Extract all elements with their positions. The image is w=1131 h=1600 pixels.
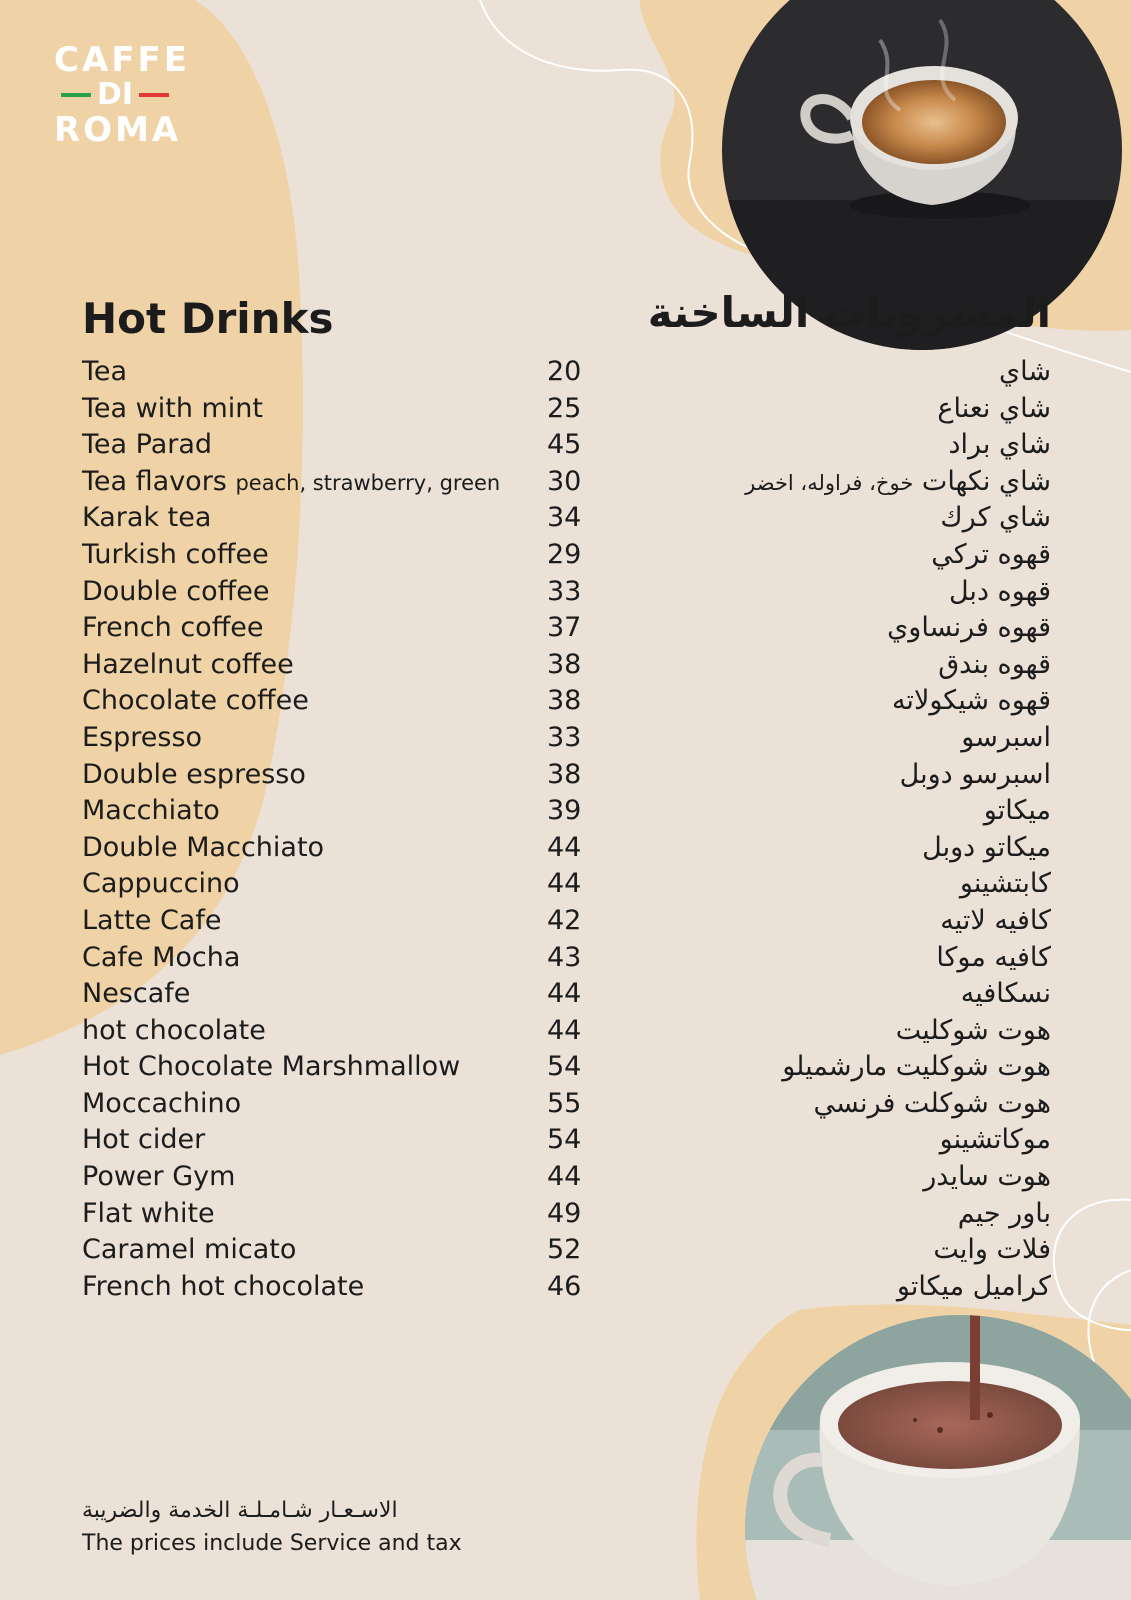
item-name-en — [82, 866, 240, 903]
logo-line-1: CAFFE — [54, 40, 190, 80]
menu-item-en — [82, 537, 602, 574]
item-name-ar-text: هوت سايدر — [923, 1161, 1051, 1193]
item-price: 39 — [547, 795, 582, 827]
item-name-en — [82, 757, 306, 794]
item-name-ar — [931, 539, 1051, 570]
item-name-text: Karak tea — [82, 502, 212, 534]
item-name-ar — [896, 1015, 1051, 1046]
item-name-text: Macchiato — [82, 795, 220, 827]
item-name-ar-text: شاي كرك — [940, 502, 1051, 534]
menu-item-en — [82, 720, 602, 757]
item-name-text: French coffee — [82, 612, 264, 644]
item-price: 38 — [547, 758, 582, 790]
item-name-text: Turkish coffee — [82, 538, 269, 570]
section-title-en: Hot Drinks — [82, 294, 334, 343]
item-name-ar-text: هوت شوكليت — [895, 1014, 1051, 1046]
menu-item-ar — [641, 1086, 1051, 1123]
menu-item-ar — [641, 866, 1051, 903]
item-price: 33 — [547, 721, 582, 753]
menu-item-ar — [641, 464, 1051, 501]
item-name-text: Moccachino — [82, 1087, 242, 1119]
menu-item-en — [82, 757, 602, 794]
item-name-ar — [960, 868, 1051, 899]
price-note — [82, 1498, 462, 1556]
item-name-ar-text: قهوه شيكولاته — [891, 685, 1051, 717]
menu-item-en — [82, 1122, 602, 1159]
item-price: 34 — [547, 502, 582, 534]
menu-item-ar — [641, 1013, 1051, 1050]
item-name-text: Chocolate coffee — [82, 685, 309, 717]
item-name-en — [82, 1049, 460, 1086]
item-name-text: Espresso — [82, 721, 203, 753]
brand-logo — [54, 40, 190, 150]
item-name-en — [82, 720, 202, 757]
item-name-ar — [940, 1124, 1051, 1155]
menu-item-en — [82, 1086, 602, 1123]
menu-item-en — [82, 1013, 602, 1050]
item-name-text: Tea flavors — [82, 465, 227, 497]
menu-item-ar — [641, 537, 1051, 574]
menu-item-ar — [641, 720, 1051, 757]
item-price: 44 — [547, 978, 582, 1010]
item-name-text: Latte Cafe — [82, 904, 222, 936]
item-price: 45 — [547, 429, 582, 461]
menu-item-ar — [641, 610, 1051, 647]
menu-item-ar — [641, 354, 1051, 391]
menu-item-ar — [641, 830, 1051, 867]
item-name-en — [82, 610, 264, 647]
menu-item-ar — [641, 1269, 1051, 1306]
menu-item-ar — [641, 976, 1051, 1013]
item-name-ar-text: هوت شوكلت فرنسي — [813, 1087, 1051, 1119]
item-name-ar — [940, 905, 1051, 936]
item-name-ar — [813, 1088, 1051, 1119]
item-name-ar-text: باور جيم — [957, 1197, 1051, 1229]
item-name-ar — [887, 612, 1051, 643]
item-name-text: Tea Parad — [82, 429, 213, 461]
item-name-en — [82, 574, 269, 611]
item-price: 33 — [547, 575, 582, 607]
item-price: 52 — [547, 1234, 582, 1266]
item-name-en — [82, 976, 190, 1013]
logo-red-stripe — [139, 93, 169, 97]
item-name-ar-text: قهوه بندق — [938, 648, 1051, 680]
item-name-ar — [984, 795, 1051, 826]
menu-item-ar — [641, 1049, 1051, 1086]
menu-item-en — [82, 866, 602, 903]
item-name-en — [82, 537, 269, 574]
item-name-en — [82, 1196, 215, 1233]
price-note-en: The prices include Service and tax — [82, 1531, 462, 1556]
item-name-en — [82, 1159, 235, 1196]
menu-item-en — [82, 427, 602, 464]
item-name-ar — [958, 1198, 1051, 1229]
menu-item-en — [82, 1049, 602, 1086]
item-name-ar-text: نسكافيه — [960, 978, 1051, 1010]
item-name-ar-text: شاي براد — [948, 429, 1051, 461]
menu-item-en — [82, 683, 602, 720]
item-name-en — [82, 500, 211, 537]
item-name-ar — [999, 356, 1051, 387]
item-name-ar — [936, 942, 1051, 973]
logo-green-stripe — [61, 93, 91, 97]
menu-list-en — [82, 354, 602, 1305]
menu-item-en — [82, 940, 602, 977]
item-detail-en: peach, strawberry, green — [235, 470, 501, 495]
item-name-ar — [938, 649, 1051, 680]
menu-item-en — [82, 354, 602, 391]
item-name-ar-text: قهوه فرنساوي — [887, 612, 1051, 644]
item-name-ar-text: كافيه موكا — [936, 941, 1051, 973]
item-price: 49 — [547, 1197, 582, 1229]
item-name-ar-text: موكاتشينو — [939, 1124, 1051, 1156]
item-name-ar-text: هوت شوكليت مارشميلو — [782, 1051, 1051, 1083]
item-name-en — [82, 1086, 241, 1123]
menu-item-ar — [641, 391, 1051, 428]
item-name-ar — [745, 466, 1051, 497]
menu-item-ar — [641, 903, 1051, 940]
logo-line-2 — [54, 77, 176, 112]
menu-item-ar — [641, 1122, 1051, 1159]
item-name-ar-text: قهوه دبل — [948, 575, 1051, 607]
menu-item-en — [82, 976, 602, 1013]
price-note-ar: الاسـعـار شـامـلـة الخدمة والضريبة — [82, 1498, 398, 1523]
item-name-ar — [892, 685, 1051, 716]
item-name-ar — [948, 429, 1051, 460]
item-name-en — [82, 1269, 364, 1306]
item-price: 54 — [547, 1124, 582, 1156]
item-name-text: Flat white — [82, 1197, 215, 1229]
item-name-ar — [900, 759, 1051, 790]
item-name-ar-text: فلات وايت — [933, 1234, 1051, 1266]
item-name-ar-text: كابتشينو — [959, 868, 1051, 900]
item-name-ar — [961, 978, 1051, 1009]
menu-item-en — [82, 391, 602, 428]
section-title-ar: المشروبات الساخنة — [647, 288, 1051, 337]
item-name-ar-text: كراميل ميكاتو — [896, 1270, 1051, 1302]
menu-item-en — [82, 1269, 602, 1306]
item-name-ar — [949, 576, 1051, 607]
item-name-ar-text: اسبرسو — [961, 721, 1051, 753]
item-price: 38 — [547, 685, 582, 717]
item-detail-ar: خوخ، فراوله، اخضر — [745, 470, 914, 495]
menu-item-ar — [641, 1159, 1051, 1196]
item-name-ar — [961, 722, 1051, 753]
menu-item-en — [82, 647, 602, 684]
item-name-ar-text: شاي نكهات — [921, 465, 1051, 497]
menu-item-en — [82, 464, 602, 501]
item-name-en — [82, 940, 240, 977]
menu-item-ar — [641, 574, 1051, 611]
item-name-en — [82, 1122, 205, 1159]
item-price: 20 — [547, 356, 582, 387]
item-name-ar — [940, 502, 1051, 533]
item-name-text: Hot cider — [82, 1124, 206, 1156]
item-name-ar-text: قهوه تركي — [931, 538, 1051, 570]
item-price: 38 — [547, 648, 582, 680]
menu-item-en — [82, 1196, 602, 1233]
item-name-text: Hot Chocolate Marshmallow — [82, 1051, 461, 1083]
item-name-ar — [923, 1161, 1051, 1192]
item-price: 29 — [547, 538, 582, 570]
item-price: 30 — [547, 465, 582, 497]
item-name-text: Caramel micato — [82, 1234, 297, 1266]
menu-item-en — [82, 830, 602, 867]
item-name-en — [82, 464, 500, 502]
logo-line-2-text: DI — [96, 77, 134, 112]
item-price: 54 — [547, 1051, 582, 1083]
item-price: 43 — [547, 941, 582, 973]
menu-item-en — [82, 574, 602, 611]
item-name-en — [82, 830, 324, 867]
menu-item-en — [82, 1232, 602, 1269]
item-name-ar-text: ميكاتو دوبل — [922, 831, 1051, 863]
item-name-text: Tea with mint — [82, 392, 264, 424]
item-name-en — [82, 427, 212, 464]
menu-item-en — [82, 793, 602, 830]
item-name-en — [82, 683, 309, 720]
item-name-en — [82, 793, 220, 830]
item-name-ar-text: ميكاتو — [983, 795, 1051, 827]
menu-item-ar — [641, 1232, 1051, 1269]
menu-item-ar — [641, 793, 1051, 830]
menu-item-en — [82, 500, 602, 537]
item-name-ar-text: اسبرسو دوبل — [899, 758, 1051, 790]
menu-item-en — [82, 1159, 602, 1196]
item-name-ar — [937, 393, 1051, 424]
item-price: 44 — [547, 1014, 582, 1046]
item-name-text: hot chocolate — [82, 1014, 266, 1046]
item-name-en — [82, 903, 221, 940]
item-name-ar — [782, 1051, 1051, 1082]
item-name-en — [82, 647, 294, 684]
item-name-text: Power Gym — [82, 1161, 236, 1193]
item-price: 42 — [547, 904, 582, 936]
item-price: 44 — [547, 868, 582, 900]
menu-item-ar — [641, 427, 1051, 464]
item-price: 37 — [547, 612, 582, 644]
item-price: 25 — [547, 392, 582, 424]
item-price: 55 — [547, 1087, 582, 1119]
menu-item-ar — [641, 1196, 1051, 1233]
menu-list-ar — [641, 354, 1051, 1305]
item-name-ar-text: شاي — [999, 356, 1051, 387]
item-name-ar-text: كافيه لاتيه — [940, 904, 1051, 936]
item-price: 46 — [547, 1270, 582, 1302]
item-name-text: Tea — [82, 356, 128, 387]
item-name-text: Double espresso — [82, 758, 306, 790]
item-name-text: Double coffee — [82, 575, 270, 607]
item-price: 44 — [547, 1161, 582, 1193]
item-name-text: French hot chocolate — [82, 1270, 365, 1302]
menu-item-ar — [641, 647, 1051, 684]
item-name-en — [82, 1013, 266, 1050]
item-name-en — [82, 1232, 296, 1269]
item-name-text: Double Macchiato — [82, 831, 325, 863]
menu-item-en — [82, 610, 602, 647]
menu-item-ar — [641, 757, 1051, 794]
item-name-text: Cafe Mocha — [82, 941, 241, 973]
item-price: 44 — [547, 831, 582, 863]
item-name-text: Nescafe — [82, 978, 191, 1010]
item-name-text: Cappuccino — [82, 868, 240, 900]
menu-item-ar — [641, 940, 1051, 977]
menu-item-ar — [641, 683, 1051, 720]
item-name-ar-text: شاي نعناع — [937, 392, 1051, 424]
menu-item-en — [82, 903, 602, 940]
logo-line-3: ROMA — [54, 110, 182, 150]
item-name-ar — [933, 1234, 1051, 1265]
menu-item-ar — [641, 500, 1051, 537]
item-name-en — [82, 354, 127, 391]
item-name-ar — [922, 832, 1051, 863]
item-name-ar — [897, 1271, 1051, 1302]
item-name-en — [82, 391, 263, 428]
item-name-text: Hazelnut coffee — [82, 648, 294, 680]
